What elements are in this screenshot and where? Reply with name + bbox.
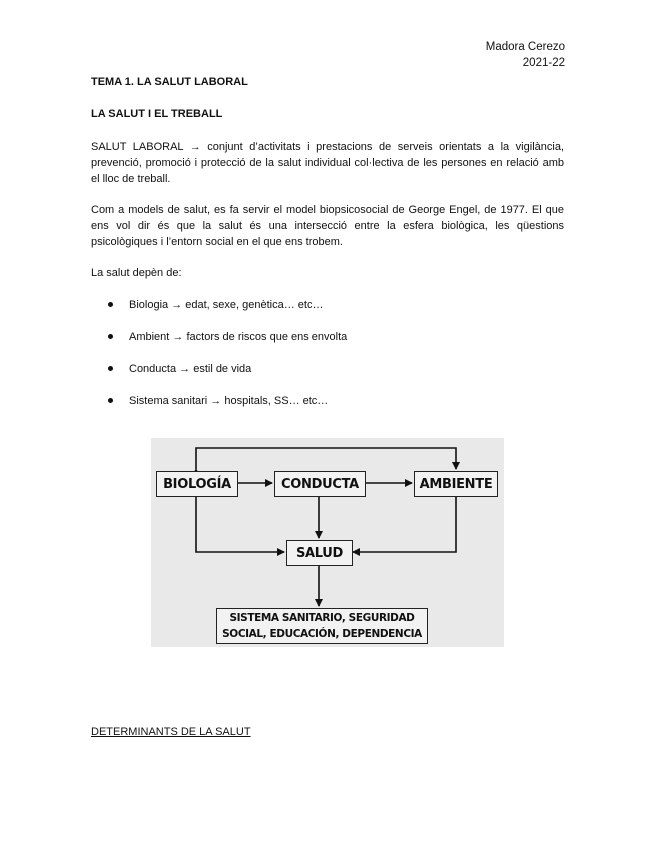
bullet-icon xyxy=(108,366,113,371)
arrow-ambiente-salud xyxy=(353,497,456,552)
arrow-biologia-salud xyxy=(196,497,284,552)
paragraph-model-salut: Com a models de salut, es fa servir el model biopsicosocial de George Engel, de 1977. El que ens vol dir és que la salut és una intersecció entre la esfera biològica, les qüestions psicològiques i l’entorn social en el que ens trobem. xyxy=(91,204,564,248)
bullet-icon xyxy=(108,302,113,307)
bullet-icon xyxy=(108,398,113,403)
list-item: Biologia → edat, sexe, genètica… etc… xyxy=(91,289,564,321)
bullet-icon xyxy=(108,334,113,339)
health-factors-list xyxy=(91,289,564,417)
list-item: Conducta → estil de vida xyxy=(91,353,564,385)
paragraph-salut-laboral: SALUT LABORAL → conjunt d’activitats i prestacions de serveis orientats a la vigilància, prevenció, promoció i protecció de la salut individual col·lectiva de les persones en relació amb el lloc de treball. xyxy=(91,141,564,185)
health-model-diagram xyxy=(151,438,504,647)
document-header xyxy=(486,39,565,71)
box-salud: SALUD xyxy=(286,540,353,566)
determinants-heading: DETERMINANTS DE LA SALUT xyxy=(91,726,251,738)
course-year: 2021-22 xyxy=(522,57,565,69)
box-biologia: BIOLOGÍA xyxy=(156,471,238,497)
paragraph-salut-depen: La salut depèn de: xyxy=(91,267,182,279)
box-conducta: CONDUCTA xyxy=(274,471,366,497)
list-item: Sistema sanitari → hospitals, SS… etc… xyxy=(91,385,564,417)
box-ambiente: AMBIENTE xyxy=(414,471,498,497)
topic-title: TEMA 1. LA SALUT LABORAL xyxy=(91,76,248,88)
sistema-line-2: SOCIAL, EDUCACIÓN, DEPENDENCIA xyxy=(222,628,422,640)
sistema-line-1: SISTEMA SANITARIO, SEGURIDAD xyxy=(229,612,415,624)
list-item: Ambient → factors de riscos que ens envolta xyxy=(91,321,564,353)
author-name: Madora Cerezo xyxy=(485,41,565,53)
section-heading: LA SALUT I EL TREBALL xyxy=(91,108,223,120)
arrow-biologia-ambiente xyxy=(196,448,456,469)
box-sistema-sanitario xyxy=(216,608,428,644)
